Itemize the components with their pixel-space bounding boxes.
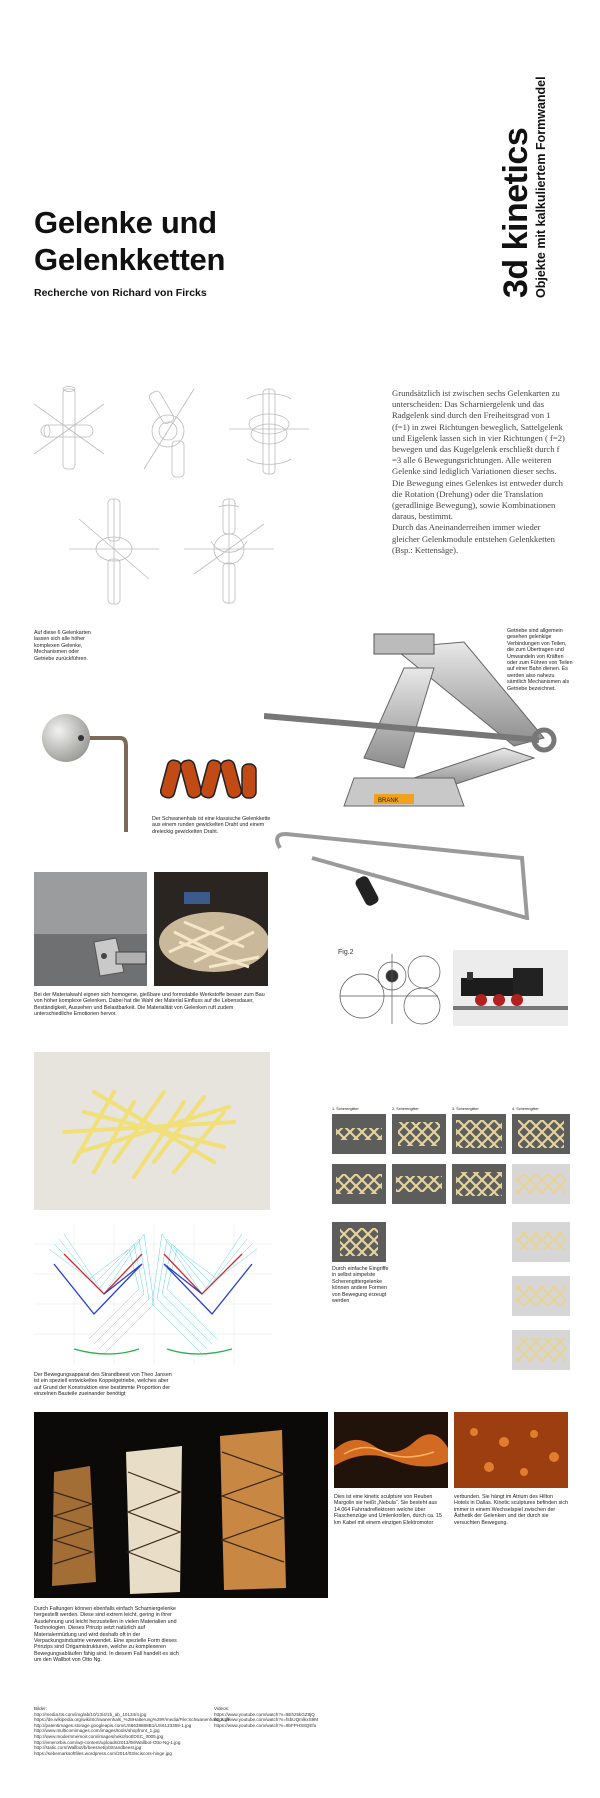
intro-paragraph-1: Grundsätzlich ist zwischen sechs Gelenkarten zu unterscheiden: Das Scharniergelenk und das Radgelenk sind durch den Freiheitsgrad von 1 (f=1) in zwei Richtungen beweglich, Sattelgelenk und Eigelenk lassen sich in vier Richtungen ( f=2) bewegen und das Kugelgelenk erschließt durch f =3 alle 6 Bewegungsrichtungen. Alle weiteren Gelenke sind lediglich Variationen dieser sechs. bbox=[392, 388, 565, 477]
caption-scissor: Durch einfache Eingriffe in selbst simpelste Scherengittergelenke können andere Formen von Bewegung erzeugt werden bbox=[332, 1266, 389, 1305]
scissor-title-1: 1. Scherengitter bbox=[332, 1107, 359, 1111]
nebula-sculpture-photo-1 bbox=[334, 1412, 448, 1488]
title-line-2: Gelenkketten bbox=[34, 242, 226, 277]
caption-material: Bei der Materialwahl eignen sich homogene, gießbare und formstabile Werkstoffe besser zum Bau von höher komplexe Gelenken. Dabei hat die Wahl der Material Einfluss auf die Lebensdauer, Beständigkeit, Aussehen und Belastbarkeit. Die Materialität von Gelenken ruft zudem unterschiedliche Emotionen hervor. bbox=[34, 992, 265, 1018]
image-sources-heading: Bilder: bbox=[34, 1706, 48, 1711]
image-source-link[interactable]: http://media.tts.com/img/ab/10/13/4/1b_ab_10134/4.jpg bbox=[34, 1711, 147, 1717]
image-source-link[interactable]: http://patentimages.storage.googleapis.com/US6638888B1/US6133359-1.jpg bbox=[34, 1722, 192, 1728]
caption-folding: Durch Faltungen können ebenfalls einfach Scharniergelenke hergestellt werden. Diese sind extrem leicht, gering in ihrer Ausdehnung und leicht herzustellen in vielen Materialien und Technologien. Dieses Prinzip setzt natürlich auf Materialermüdung und wird deshalb oft in der Verpackungsindustrie verwendet. Eine spezielle Form dieses Prinzips sind Origamistrukturen, welche zu komplexeren Bewegungsabläufen fähig sind. In diesem Fall handelt es sich um den Wallbot von Otto Ng. bbox=[34, 1606, 179, 1664]
model-train-photo bbox=[453, 950, 568, 1026]
gooseneck-knob-photo bbox=[34, 714, 134, 836]
strandbeest-linkage-diagram bbox=[34, 1224, 272, 1364]
title-line-1: Gelenke und bbox=[34, 205, 217, 240]
intro-paragraph-3: Durch das Aneinanderreihen immer wieder gleicher Gelenkmodule entstehen Gelenkketten (Bsp.: Kettensäge). bbox=[392, 522, 555, 555]
caption-kinetic-1: Dies ist eine kinetic sculpture von Reuben Margolin sie heißt „Nebula“. Sie besteht aus 14.064 Fahrradreflektoren welche über Flaschenzüge und Umlenkrollen, durch ca. 15 km Kabel mit einem einzigen Elektromotor bbox=[334, 1494, 442, 1526]
nebula-sculpture-photo-2 bbox=[454, 1412, 568, 1488]
chain-links-photo bbox=[160, 754, 260, 810]
project-title-block bbox=[498, 28, 578, 298]
scissor-photos bbox=[332, 1114, 572, 1370]
image-source-link[interactable]: http://emerorbis.com/wp-content/uploads/2013/08/Wallbot-Otto-Ng-1.jpg bbox=[34, 1739, 181, 1745]
caption-strandbeest: Der Bewegungsapparat des Strandbeest von Theo Jansen ist ein speziell entwickeltes Koppelgetriebe, welches aber auf Grund der Konstruktion eine bestimmte Proportion der einzelnen Bauteile zueinander benötigt bbox=[34, 1372, 172, 1398]
image-source-link[interactable]: http://www.modernmemoir.com/images/nekofoot/DSC_0005.jpg bbox=[34, 1733, 164, 1739]
joint-types-diagram bbox=[34, 384, 324, 614]
video-source-link[interactable]: https://www.youtube.com/watch?v=8Ehz5kGZ8jQ bbox=[214, 1711, 315, 1717]
project-subtitle: Objekte mit kalkuliertem Formwandel bbox=[534, 76, 548, 298]
caption-kinetic-2: verbunden. Sie hängt im Atrium des Hilton Hotels in Dallas. Kinetic sculptures befinden sich immer in einem Wechselspiel zwischen der Ästhetik der Gelenken und der durch sie versuchten Bewegung. bbox=[454, 1494, 568, 1526]
video-sources-heading: Videos: bbox=[214, 1706, 230, 1711]
video-source-link[interactable]: https://www.youtube.com/watch?v=htbUQmlkxS9M bbox=[214, 1717, 319, 1723]
page-title bbox=[34, 204, 334, 278]
gear-diagram bbox=[334, 944, 444, 1030]
caption-gooseneck: Der Schwanenhals ist eine klassische Gelenkkette aus einem runden gewickelten Draht und einem dreieckig gewickelten Draht. bbox=[152, 816, 271, 835]
hinge-metal-photo bbox=[34, 872, 147, 986]
caption-six-types: Auf diese 6 Gelenkarten lassen sich alle höher komplexen Gelenke, Mechanismen oder Getriebe zurückführen. bbox=[34, 630, 91, 662]
intro-paragraph-2: Die Bewegung eines Gelenkes ist entweder durch die Rotation (Drehung) oder die Translation (geradlinige Bewegung), sowie Kombinationen daraus, bestimmt. bbox=[392, 477, 563, 522]
image-source-link[interactable]: https://sebemarksoftfiles.wordpress.com/2014/03/sciscors-hinge.jpg bbox=[34, 1750, 172, 1756]
strandbeest-photo bbox=[34, 1052, 270, 1210]
scissor-title-2: 2. Scherengitter bbox=[392, 1107, 419, 1111]
wallbot-folding-photo bbox=[34, 1412, 328, 1598]
fig2-label: Fig.2 bbox=[338, 949, 354, 956]
intro-text bbox=[392, 388, 570, 556]
project-title: 3d kinetics bbox=[497, 127, 535, 298]
car-jack-photo bbox=[264, 628, 569, 828]
caption-gears: Getriebe sind allgemein gesehen gelenkige Verbindungen von Teilen, die zum Übertragen und Umwandeln von Kräften oder zum Führen von Teilen auf einer Bahn dienen. Es werden also nahezu sämtlich Mechanismen als Getriebe bezeichnet. bbox=[507, 628, 573, 692]
scissor-title-4: 4. Scherengitter bbox=[512, 1107, 539, 1111]
scissor-title-3: 3. Scherengitter bbox=[452, 1107, 479, 1111]
image-source-link[interactable]: http://www.multicomimages.com/images/tools/shopfront_1.jpg bbox=[34, 1728, 160, 1734]
crank-handle-photo bbox=[272, 828, 562, 920]
jack-brand-label: BRANK bbox=[378, 798, 399, 804]
image-sources bbox=[34, 1706, 230, 1756]
image-source-link[interactable]: https://de.wikipedia.org/wiki/Schwanenhals_%28Halterung%29#/media/File:Schwanenhals_2.gif bbox=[34, 1717, 230, 1723]
image-source-link[interactable]: http://static.com/Wallbot/b/beesnet/p/Strandbeest.jpg bbox=[34, 1745, 142, 1751]
page-subtitle: Recherche von Richard von Fircks bbox=[34, 287, 207, 299]
video-source-link[interactable]: https://www.youtube.com/watch?v=9bFPHS8QEfu bbox=[214, 1722, 317, 1728]
video-sources bbox=[214, 1706, 364, 1728]
plastic-parts-photo bbox=[154, 872, 268, 986]
